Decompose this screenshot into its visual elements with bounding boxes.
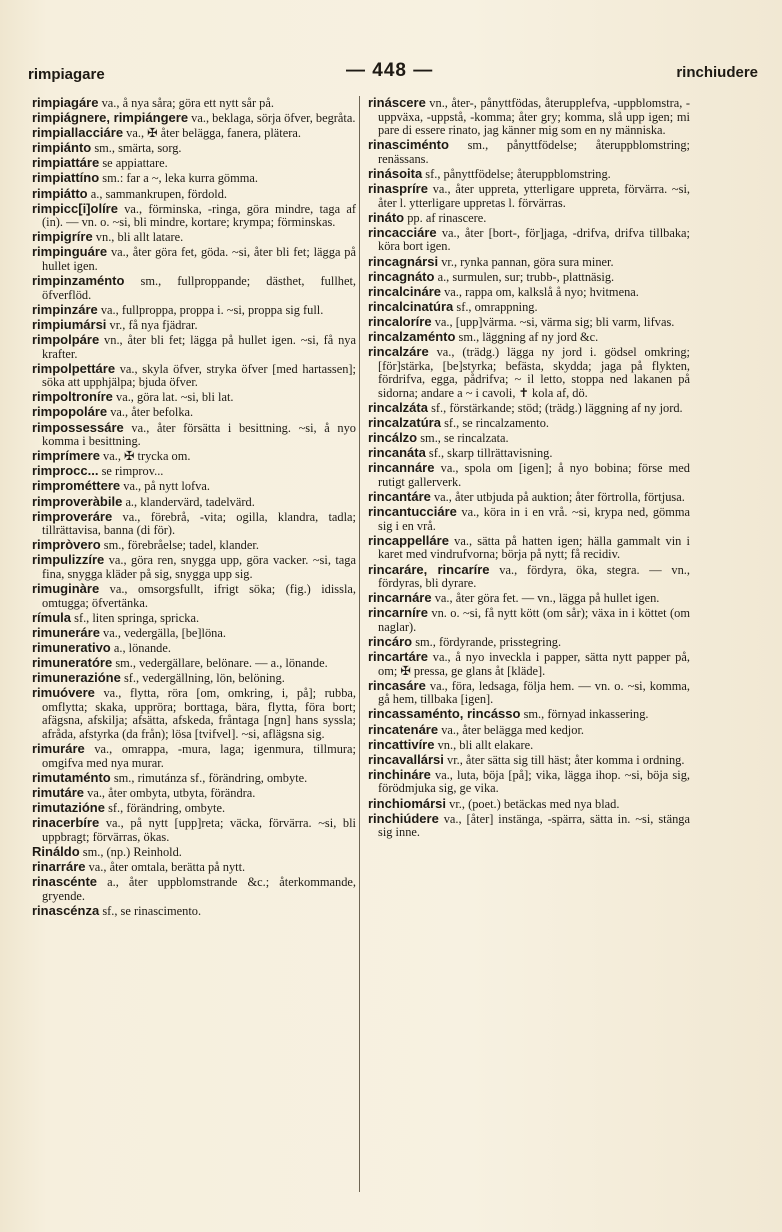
entry-headword: rimproveràbile xyxy=(32,493,123,509)
entry-headword: rincacciáre xyxy=(368,224,437,240)
dictionary-entry xyxy=(32,816,356,844)
entry-headword: rimpinzáre xyxy=(32,301,98,317)
entry-definition: sf., omrappning. xyxy=(456,299,538,314)
entry-headword: rincavallársi xyxy=(368,751,444,767)
entry-definition: va., spola om [igen]; å nyo bobina; förse med rutigt gallerverk. xyxy=(378,461,690,489)
entry-headword: rimuneratóre xyxy=(32,655,113,671)
entry-definition: va., fördyra, öka, stegra. — vn., fördyras, bli dyrare. xyxy=(378,562,690,591)
entry-headword: rimutaménto xyxy=(32,769,111,785)
dictionary-entry xyxy=(32,187,356,202)
entry-definition: va., vedergälla, [be]löna. xyxy=(103,625,226,640)
entry-definition: sf., förändring, ombyte. xyxy=(108,801,226,815)
entry-definition: va., åter göra fet, göda. ~si, åter bli fet; lägga på hullet igen. xyxy=(42,245,356,274)
page-number: — 448 — xyxy=(346,60,434,81)
entry-definition: sm., fördyrande, prisstegring. xyxy=(415,634,562,649)
entry-definition: sf., skarp tillrättavisning. xyxy=(428,446,553,461)
entry-definition: a., klandervärd, tadelvärd. xyxy=(125,494,255,509)
entry-headword: rincagnáto xyxy=(368,268,435,284)
entry-definition: vr., åter sätta sig till häst; åter komma i ordning. xyxy=(447,752,685,767)
entry-definition: sm., smärta, sorg. xyxy=(94,141,182,156)
entry-definition: va., åter befolka. xyxy=(110,405,194,420)
entry-headword: rincannáre xyxy=(368,460,435,476)
dictionary-entry xyxy=(368,591,690,606)
entry-definition: a., lönande. xyxy=(113,640,171,655)
dictionary-entry xyxy=(368,138,690,166)
dictionary-entry xyxy=(32,801,356,816)
dictionary-entry xyxy=(368,446,690,461)
entry-headword: rincálzo xyxy=(368,430,418,446)
entry-definition: va., förminska, -ringa, göra mindre, taga af (in). — vn. o. ~si, bli mindre, kortare; krympa; förminskas. xyxy=(42,201,356,230)
entry-definition: sm., fullproppande; dästhet, fullhet, öfverflöd. xyxy=(42,274,356,302)
entry-definition: se rimprov... xyxy=(101,464,164,479)
left-column xyxy=(32,96,356,1192)
entry-headword: rimpiágnere, rimpiángere xyxy=(32,110,189,126)
entry-definition: a., åter uppblomstrande &c.; återkommande, gryende. xyxy=(42,874,356,903)
dictionary-entry xyxy=(368,563,690,591)
entry-definition: vn. o. ~si, få nytt kött (om sår); växa in i köttet (om naglar). xyxy=(378,606,690,634)
dictionary-entry xyxy=(368,797,690,812)
dictionary-entry xyxy=(368,416,690,431)
dictionary-entry xyxy=(32,303,356,318)
dictionary-entry xyxy=(32,126,356,141)
entry-headword: rincappelláre xyxy=(368,532,449,548)
dictionary-entry xyxy=(32,860,356,875)
entry-headword: rimuráre xyxy=(32,741,85,757)
entry-definition: va., sätta på hatten igen; hälla gammalt vin i karet med vindrufvorna; börja på nytt; få recidiv. xyxy=(378,533,690,562)
dictionary-entry xyxy=(32,274,356,302)
dictionary-entry xyxy=(32,96,356,111)
entry-headword: rimuóvere xyxy=(32,685,95,701)
entry-headword: rinasciménto xyxy=(368,137,449,153)
page-header xyxy=(28,60,758,84)
dictionary-entry xyxy=(368,461,690,489)
entry-definition: sm., förnyad inkassering. xyxy=(523,707,649,722)
entry-definition: va., (trädg.) lägga ny jord i. gödsel omkring; [för]stärka, [be]styrka; befästa, skydda; jaga på flykten, fördrifva, egga, pådrifva; ~ il letto, stoppa ned lakanen på sidorna; andare a ~ i cavoli, ✝ kola af, dö. xyxy=(378,345,690,400)
entry-headword: rinascénte xyxy=(32,873,98,889)
dictionary-entry xyxy=(32,464,356,479)
entry-definition: va., å nyo inveckla i papper, sätta nytt papper på, om; ✠ pressa, ge glans åt [kläde]. xyxy=(378,650,690,678)
dictionary-entry xyxy=(368,650,690,678)
dictionary-entry xyxy=(32,626,356,641)
entry-headword: rimpulizzíre xyxy=(32,552,105,568)
entry-definition: sm., läggning af ny jord &c. xyxy=(458,330,599,344)
entry-definition: va., flytta, röra [om, omkring, i, på]; rubba, omflytta; skaka, uppröra; borttaga, bära, flytta, föra bort; afägsna, afskilja; afsätta, afskeda, fråntaga [ngn] hans syssla; afråda, afstyrka (da från); lösa [tvifvel]. ~si, aflägsna sig. xyxy=(42,686,356,742)
dictionary-entry xyxy=(32,111,356,126)
entry-headword: Rináldo xyxy=(32,843,80,859)
entry-definition: va., rappa om, kalkslå å nyo; hvitmena. xyxy=(444,284,639,299)
entry-headword: rimpolpáre xyxy=(32,332,100,347)
entry-headword: rimpoltroníre xyxy=(32,389,113,405)
entry-definition: va., på nytt [upp]reta; väcka, förvärra. ~si, bli uppbragt; förvärras, ökas. xyxy=(42,816,356,844)
entry-definition: va., åter försätta i besittning. ~si, å nyo komma i besittning. xyxy=(42,420,356,449)
entry-headword: rincantáre xyxy=(368,489,431,505)
dictionary-entry xyxy=(368,211,690,226)
entry-headword: rincagnársi xyxy=(368,253,439,269)
entry-definition: va., åter ombyta, utbyta, förändra. xyxy=(87,785,256,800)
entry-headword: rimpiattáre xyxy=(32,155,100,171)
dictionary-entry xyxy=(368,753,690,768)
dictionary-entry xyxy=(368,96,690,138)
dictionary-entry xyxy=(32,641,356,656)
dictionary-entry xyxy=(32,171,356,186)
entry-headword: rincatenáre xyxy=(368,721,439,737)
entry-headword: rimpiallacciáre xyxy=(32,125,124,141)
entry-definition: sm., förebråelse; tadel, klander. xyxy=(103,538,259,553)
dictionary-entry xyxy=(368,315,690,330)
dictionary-entry xyxy=(32,362,356,390)
entry-headword: rimpiumársi xyxy=(32,316,107,332)
entry-headword: rimunerazióne xyxy=(32,670,121,686)
entry-headword: rincalzatúra xyxy=(368,415,441,431)
entry-headword: rimprímere xyxy=(32,448,100,464)
entry-definition: va., förebrå, -vita; ogilla, klandra, tadla; tillrättavisa, banna (di för). xyxy=(42,509,356,538)
header-right-guideword: rinchiudere xyxy=(676,64,758,81)
entry-headword: rincalzaménto xyxy=(368,329,456,344)
dictionary-entry xyxy=(32,245,356,273)
entry-headword: rimpossessáre xyxy=(32,419,124,435)
dictionary-entry xyxy=(368,431,690,446)
entry-headword: rincarníre xyxy=(368,605,428,621)
dictionary-entry xyxy=(32,904,356,919)
entry-headword: rimproveráre xyxy=(32,508,113,524)
entry-headword: rimutáre xyxy=(32,784,85,800)
entry-definition: va., luta, böja [på]; vika, lägga ihop. ~si, böja sig, förödmjuka sig, ge vika. xyxy=(378,767,690,796)
entry-headword: rináto xyxy=(368,209,405,225)
entry-headword: rincartáre xyxy=(368,649,428,665)
dictionary-entry xyxy=(368,167,690,182)
entry-headword: rimpolpettáre xyxy=(32,360,116,376)
entry-definition: sf., liten springa, spricka. xyxy=(74,610,200,625)
entry-definition: va., åter omtala, berätta på nytt. xyxy=(88,859,246,874)
entry-definition: sf., vedergällning, lön, belöning. xyxy=(123,671,285,686)
entry-headword: rinchináre xyxy=(368,766,431,782)
entry-definition: va., [upp]värma. ~si, värma sig; bli varm, lifvas. xyxy=(434,314,675,329)
dictionary-entry xyxy=(32,582,356,610)
dictionary-entry xyxy=(368,505,690,533)
dictionary-entry xyxy=(368,401,690,416)
dictionary-entry xyxy=(32,671,356,686)
entry-headword: rinchiomársi xyxy=(368,795,447,811)
entry-definition: vn., bli allt latare. xyxy=(95,230,184,245)
entry-definition: va., ✠ åter belägga, fanera, plätera. xyxy=(126,126,301,141)
dictionary-entry xyxy=(32,479,356,494)
entry-definition: va., föra, ledsaga, följa hem. — vn. o. ~si, komma, gå hem, tillbaka [igen]. xyxy=(378,678,690,707)
entry-definition: vr., rynka pannan, göra sura miner. xyxy=(441,254,614,269)
entry-headword: rincanáta xyxy=(368,445,426,461)
dictionary-entry xyxy=(32,742,356,770)
entry-definition: sm., vedergällare, belönare. — a., lönande. xyxy=(115,656,328,671)
entry-headword: rinchiúdere xyxy=(368,810,439,826)
entry-headword: rimpigríre xyxy=(32,229,93,245)
entry-headword: rimuneráre xyxy=(32,624,100,640)
dictionary-entry xyxy=(32,449,356,464)
dictionary-entry xyxy=(32,510,356,538)
entry-headword: rimpròvero xyxy=(32,537,101,553)
entry-definition: va., göra lat. ~si, bli lat. xyxy=(116,390,234,405)
dictionary-entry xyxy=(368,285,690,300)
dictionary-entry xyxy=(368,707,690,722)
entry-definition: sm., se rincalzata. xyxy=(420,431,509,446)
dictionary-entry xyxy=(32,333,356,361)
entry-definition: va., göra ren, snygga upp, göra vacker. ~si, taga fina, snygga kläder på sig, snygga upp sig. xyxy=(42,553,356,581)
dictionary-entry xyxy=(32,875,356,903)
right-column xyxy=(368,96,690,1192)
entry-headword: rinaspríre xyxy=(368,181,428,197)
dictionary-entry xyxy=(32,390,356,405)
entry-definition: sf., pånyttfödelse; återuppblomstring. xyxy=(425,166,611,181)
entry-definition: va., omrappa, -mura, laga; igenmura, tillmura; omgifva med nya murar. xyxy=(42,742,356,770)
dictionary-entry xyxy=(368,182,690,210)
entry-definition: va., åter göra fet. — vn., lägga på hullet igen. xyxy=(434,591,660,606)
dictionary-entry xyxy=(32,686,356,741)
dictionary-entry xyxy=(32,611,356,626)
entry-headword: rimpiattíno xyxy=(32,170,100,186)
dictionary-entry xyxy=(368,330,690,345)
column-divider xyxy=(359,96,360,1192)
dictionary-entry xyxy=(368,606,690,634)
entry-headword: rincarnáre xyxy=(368,590,432,606)
entry-definition: va., åter utbjuda på auktion; åter förtrolla, förtjusa. xyxy=(433,490,685,505)
entry-headword: rincalzáre xyxy=(368,344,429,360)
entry-headword: rimpopoláre xyxy=(32,404,108,420)
dictionary-entry xyxy=(32,230,356,245)
entry-definition: sm., (np.) Reinhold. xyxy=(82,844,182,859)
entry-headword: rinascénza xyxy=(32,902,100,918)
header-left-guideword: rimpiagare xyxy=(28,66,105,83)
dictionary-entry xyxy=(32,495,356,510)
dictionary-entry xyxy=(32,141,356,156)
entry-headword: rincáro xyxy=(368,633,413,649)
dictionary-entry xyxy=(32,553,356,581)
entry-definition: va., omsorgsfullt, ifrigt söka; (fig.) idissla, omtugga; öfvertänka. xyxy=(42,582,356,610)
entry-definition: va., fullproppa, proppa i. ~si, proppa sig full. xyxy=(100,302,324,317)
entry-headword: rincaráre, rincaríre xyxy=(368,561,490,577)
entry-headword: rimuginàre xyxy=(32,581,100,597)
dictionary-entry xyxy=(32,786,356,801)
dictionary-entry xyxy=(368,635,690,650)
dictionary-entry xyxy=(368,679,690,707)
dictionary-entry xyxy=(368,345,690,400)
dictionary-entry xyxy=(368,812,690,840)
entry-headword: rincasáre xyxy=(368,677,426,693)
entry-definition: se appiattare. xyxy=(102,156,168,171)
entry-headword: rimpiátto xyxy=(32,185,88,201)
entry-definition: sf., se rincalzamento. xyxy=(444,416,550,431)
dictionary-entry xyxy=(32,771,356,786)
dictionary-entry xyxy=(32,538,356,553)
entry-headword: rináscere xyxy=(368,96,426,110)
entry-headword: rimpiánto xyxy=(32,140,92,156)
dictionary-entry xyxy=(32,421,356,449)
entry-headword: rimprométtere xyxy=(32,478,121,494)
entry-definition: a., sammankrupen, fördold. xyxy=(90,186,227,201)
dictionary-entry xyxy=(32,405,356,420)
entry-headword: rincassaménto, rincásso xyxy=(368,706,521,722)
entry-headword: rímula xyxy=(32,609,72,625)
dictionary-entry xyxy=(368,490,690,505)
entry-definition: va., ✠ trycka om. xyxy=(103,449,191,464)
entry-definition: pp. af rinascere. xyxy=(407,210,487,225)
entry-definition: va., köra in i en vrå. ~si, krypa ned, gömma sig i en vrå. xyxy=(378,505,690,533)
entry-definition: sm., pånyttfödelse; återuppblomstring; renässans. xyxy=(378,138,690,166)
entry-headword: rimpinzaménto xyxy=(32,273,125,289)
entry-definition: vr., få nya fjädrar. xyxy=(109,317,198,332)
entry-headword: rimpiagáre xyxy=(32,96,99,110)
dictionary-entry xyxy=(368,255,690,270)
entry-headword: rimutazióne xyxy=(32,800,105,815)
dictionary-entry xyxy=(32,656,356,671)
entry-headword: rincattivíre xyxy=(368,736,435,752)
entry-definition: va., skyla öfver, stryka öfver [med hartassen]; söka att upphjälpa; bjuda öfver. xyxy=(42,361,356,390)
entry-definition: va., beklaga, sörja öfver, begråta. xyxy=(191,111,356,126)
entry-headword: rimpicc[i]olíre xyxy=(32,200,118,216)
entry-headword: rincaloríre xyxy=(368,313,432,329)
entry-definition: va., [åter] instänga, -spärra, sätta in. ~si, stänga sig inne. xyxy=(378,811,690,840)
entry-headword: rimpinguáre xyxy=(32,244,108,260)
entry-headword: rinásoita xyxy=(368,165,423,181)
entry-definition: a., surmulen, sur; trubb-, plattnäsig. xyxy=(437,269,615,284)
entry-headword: rimunerativo xyxy=(32,639,111,655)
entry-definition: va., å nya såra; göra ett nytt sår på. xyxy=(101,96,274,110)
entry-headword: rincalcináre xyxy=(368,283,441,299)
entry-definition: sm.: far a ~, leka kurra gömma. xyxy=(102,171,258,186)
entry-definition: sm., rimutánza sf., förändring, ombyte. xyxy=(113,770,308,785)
entry-definition: va., åter belägga med kedjor. xyxy=(441,722,584,737)
dictionary-entry xyxy=(368,723,690,738)
entry-definition: va., på nytt lofva. xyxy=(123,479,210,494)
dictionary-entry xyxy=(32,318,356,333)
entry-definition: vn., åter-, pånyttfödas, återupplefva, -uppblomstra, -uppväxa, -uppstå, -komma; åter gry; komma, slå upp igen; mi pare di essere rinato, jag känner mig som en ny människa. xyxy=(378,96,690,138)
dictionary-entry xyxy=(32,156,356,171)
entry-definition: vn., bli allt elakare. xyxy=(437,737,534,752)
entry-headword: rincalzáta xyxy=(368,399,428,415)
entry-definition: va., åter uppreta, ytterligare uppreta, förvärra. ~si, åter l. ytterligare uppretas l. förvärras. xyxy=(378,182,690,210)
entry-definition: vn., åter bli fet; lägga på hullet igen. ~si, få nya krafter. xyxy=(42,333,356,361)
dictionary-entry xyxy=(368,738,690,753)
entry-definition: va., åter [bort-, för]jaga, -drifva, drifva tillbaka; köra bort igen. xyxy=(378,225,690,254)
dictionary-entry xyxy=(32,202,356,230)
entry-headword: rincalcinatúra xyxy=(368,298,454,314)
dictionary-entry xyxy=(368,270,690,285)
dictionary-entry xyxy=(368,300,690,315)
entry-headword: rincantucciáre xyxy=(368,504,457,520)
entry-definition: sf., se rinascimento. xyxy=(102,903,202,918)
entry-definition: sf., förstärkande; stöd; (trädg.) läggning af ny jord. xyxy=(431,400,683,415)
entry-definition: vr., (poet.) betäckas med nya blad. xyxy=(449,796,620,811)
dictionary-entry xyxy=(32,845,356,860)
entry-headword: rimprocc... xyxy=(32,463,99,479)
dictionary-entry xyxy=(368,226,690,254)
dictionary-entry xyxy=(368,534,690,562)
dictionary-entry xyxy=(368,768,690,796)
entry-headword: rinacerbíre xyxy=(32,815,100,831)
entry-headword: rinarráre xyxy=(32,858,86,874)
